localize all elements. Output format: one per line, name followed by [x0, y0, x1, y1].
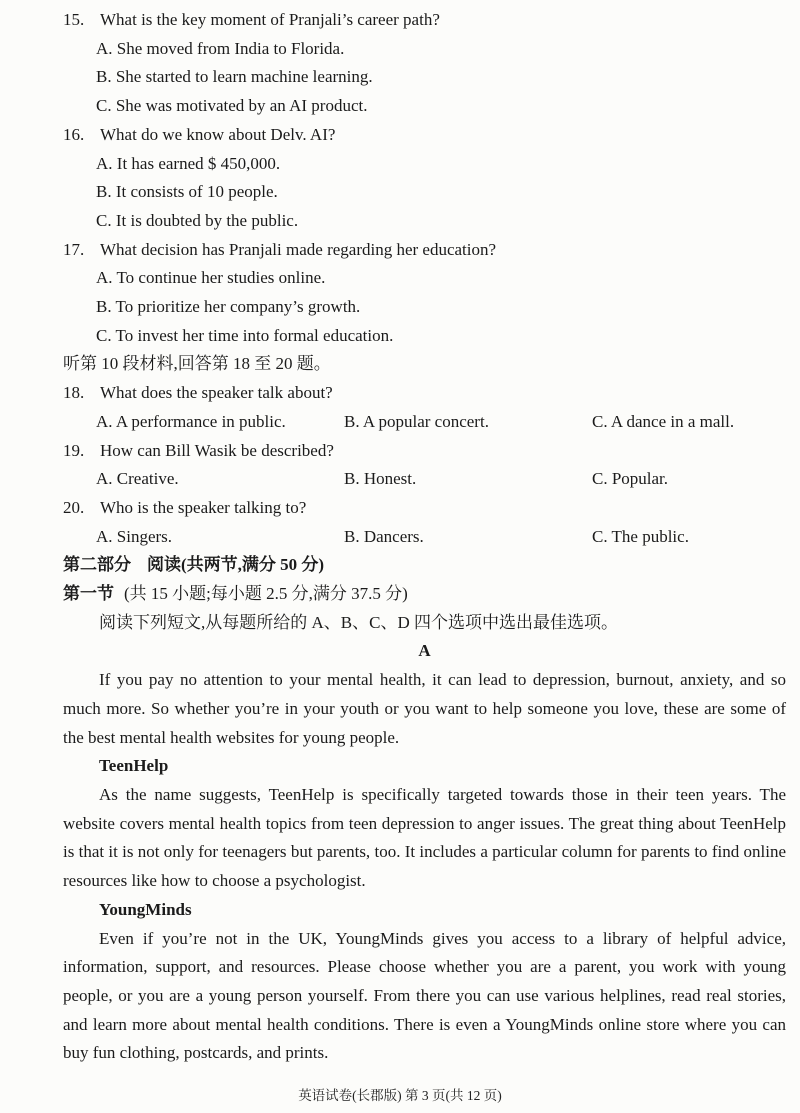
- option-c: C. The public.: [592, 526, 689, 546]
- question-16: [63, 121, 786, 236]
- question-stem: [63, 494, 786, 523]
- passage-subheading-youngminds: YoungMinds: [99, 899, 192, 919]
- question-15: [63, 6, 786, 121]
- question-stem: [63, 236, 786, 265]
- options-row: [63, 408, 786, 437]
- part2-label: 第二部分: [63, 555, 131, 575]
- option-b: B. Dancers.: [344, 526, 424, 546]
- option-c: C. To invest her time into formal education.: [96, 325, 394, 345]
- option-b: B. Honest.: [344, 469, 417, 489]
- option-a: A. Creative.: [96, 469, 179, 489]
- section1-label: 第一节: [63, 584, 114, 604]
- passage-a-label: A: [418, 641, 431, 661]
- page-footer: 英语试卷(长郡版) 第 3 页(共 12 页): [298, 1088, 502, 1103]
- page-content: [63, 6, 786, 1068]
- question-text: Who is the speaker talking to?: [100, 497, 307, 517]
- option-a: A. To continue her studies online.: [96, 268, 326, 288]
- passage-paragraph-teenhelp: As the name suggests, TeenHelp is specifically targeted towards those in their teen years. The website covers mental health topics from teen depression to anger issues. The great thing about TeenHelp is that it is not only for teenagers but parents, too. It includes a particular column for parents to find online resources like how to choose a psychologist.: [63, 784, 786, 891]
- part2-title: 阅读(共两节,满分 50 分): [147, 555, 325, 575]
- question-17: [63, 236, 786, 351]
- option-c: C. A dance in a mall.: [592, 411, 735, 431]
- question-stem: [63, 121, 786, 150]
- question-stem: [63, 379, 786, 408]
- question-text: What does the speaker talk about?: [100, 383, 333, 403]
- part2-header: [63, 551, 786, 580]
- question-number: 17.: [63, 239, 85, 259]
- option-a: A. A performance in public.: [96, 411, 286, 431]
- question-text: How can Bill Wasik be described?: [100, 440, 334, 460]
- option-b: B. A popular concert.: [344, 411, 489, 431]
- question-20: [63, 494, 786, 551]
- option-c: C. It is doubted by the public.: [96, 210, 299, 230]
- options-row: [63, 523, 786, 552]
- option-b: B. She started to learn machine learning.: [96, 67, 373, 87]
- passage-paragraph-youngminds: Even if you’re not in the UK, YoungMinds gives you access to a library of helpful advice, information, support, and resources. Please choose whether you are a parent, you work with young people, or you are a young person yourself. From there you can use various helplines, read real stories, and learn more about mental health conditions. There is even a YoungMinds online store where you can buy fun clothing, postcards, and prints.: [63, 928, 786, 1063]
- section1-header: [63, 580, 786, 609]
- question-number: 18.: [63, 383, 85, 403]
- question-text: What is the key moment of Pranjali’s career path?: [100, 10, 440, 29]
- question-stem: [63, 437, 786, 466]
- option-a: A. She moved from India to Florida.: [96, 38, 345, 58]
- option-a: A. It has earned $ 450,000.: [96, 153, 281, 173]
- reading-instruction: 阅读下列短文,从每题所给的 A、B、C、D 四个选项中选出最佳选项。: [99, 612, 618, 632]
- option-b: B. It consists of 10 people.: [96, 182, 278, 202]
- section1-detail: (共 15 小题;每小题 2.5 分,满分 37.5 分): [124, 584, 408, 604]
- options-row: [63, 465, 786, 494]
- question-text: What do we know about Delv. AI?: [100, 124, 336, 144]
- question-number: 20.: [63, 497, 85, 517]
- question-number: 19.: [63, 440, 85, 460]
- option-c: C. Popular.: [592, 469, 669, 489]
- question-number: 15.: [63, 10, 85, 29]
- passage-paragraph-intro: If you pay no attention to your mental health, it can lead to depression, burnout, anxiety, and so much more. So whether you’re in your youth or you want to help someone you love, these are some of the best mental health websites for young people.: [63, 670, 786, 747]
- question-text: What decision has Pranjali made regarding her education?: [100, 239, 497, 259]
- option-a: A. Singers.: [96, 526, 173, 546]
- question-number: 16.: [63, 124, 85, 144]
- question-19: [63, 437, 786, 494]
- listening-material-note: 听第 10 段材料,回答第 18 至 20 题。: [63, 354, 331, 374]
- option-b: B. To prioritize her company’s growth.: [96, 297, 361, 317]
- passage-subheading-teenhelp: TeenHelp: [99, 756, 169, 776]
- question-stem: [63, 6, 786, 35]
- question-18: [63, 379, 786, 436]
- option-c: C. She was motivated by an AI product.: [96, 96, 368, 116]
